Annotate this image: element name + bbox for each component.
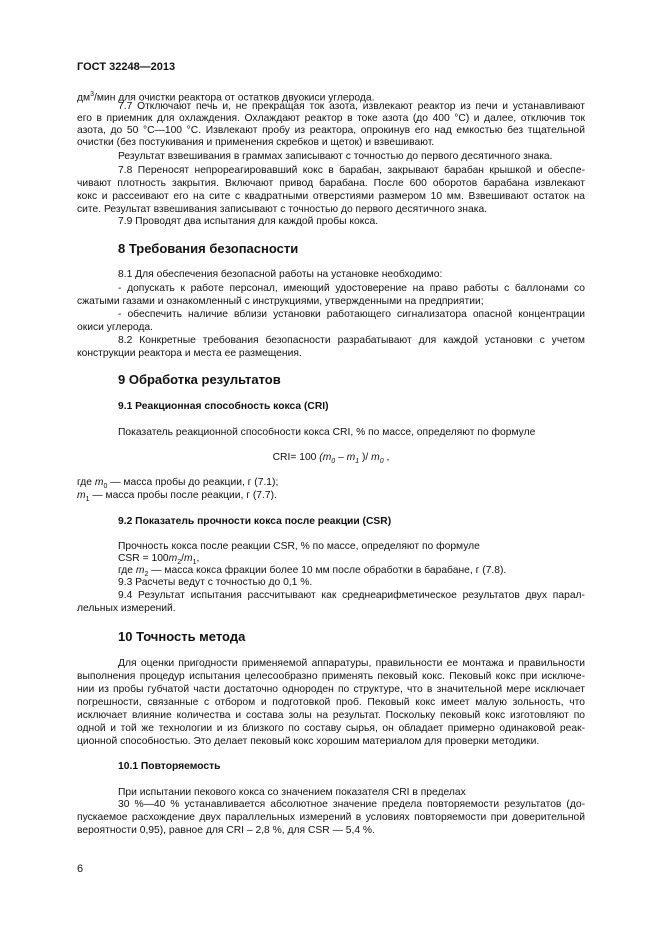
formula-where-line: $m_1$ — масса пробы после реакции, г (7.7). — [77, 490, 277, 504]
paragraph-line: 7.7 Отключают печь и, не прекращая ток азота, извлекают реактор из печи и устанавливают — [118, 101, 585, 112]
formula-where-line: где $m_0$ — масса пробы до реакции, г (7.1); — [77, 477, 279, 491]
paragraph-line: исключает влияние количества и состава золы на результат. Поскольку пековый кокс изготовляют по — [77, 710, 585, 721]
paragraph-line: окиси углерода. — [77, 322, 153, 333]
paragraph-line: вероятности 0,95), равное для CRI – 2,8 %, для CSR — 5,4 %. — [77, 825, 375, 836]
paragraph-line: сжатыми газами и ознакомленный с инструкциями, утвержденными на предприятии; — [77, 296, 484, 307]
paragraph-line: - обеспечить наличие вблизи установки работающего сигнализатора опасной концентрации — [118, 309, 585, 320]
paragraph-line: Для оценки пригодности применяемой аппаратуры, правильности ее монтажа и правильности — [118, 658, 585, 669]
paragraph-line: очистки (без постукивания и применения скребков и щеток) и взвешивают. — [77, 137, 435, 148]
formula-cri: CRI= 100 ($m_0 - m_1$ )/ $m_0$ , — [272, 452, 390, 466]
paragraph-line: 8.2 Конкретные требования безопасности разрабатывают для каждой установки с учетом — [118, 335, 585, 346]
paragraph-line: $дм^3$/мин для очистки реактора от остатков двуокиси углерода. — [77, 91, 375, 104]
paragraph-line: 7.8 Переносят непрореагировавший кокс в барабан, закрывают барабан крышкой и обеспе- — [118, 165, 585, 176]
paragraph-line: - допускать к работе персонал, имеющий удостоверение на право работы с баллонами со — [118, 283, 585, 294]
paragraph-line: выполнения процедур испытания целесообразно применять пековый кокс. Пековый кокс при исключе- — [77, 671, 585, 682]
paragraph-line: азота, до 50 °С—100 °С. Извлекают пробу из реактора, опрокинув его над емкостью без тщательной — [77, 125, 585, 136]
paragraph-line: ционной способностью. Это делает пековый кокс хорошим материалом для проверки методики. — [77, 736, 540, 747]
subsection-heading-10-1: 10.1 Повторяемость — [118, 761, 221, 772]
document-header: ГОСТ 32248—2013 — [77, 61, 176, 73]
paragraph-line: Показатель реакционной способности кокса CRI, % по массе, определяют по формуле — [118, 427, 536, 438]
paragraph-line: Результат взвешивания в граммах записывают с точностью до первого десятичного знака. — [118, 151, 553, 162]
paragraph-line: 7.9 Проводят два испытания для каждой пробы кокса. — [118, 216, 379, 227]
paragraph-line: лельных измерений. — [77, 603, 176, 614]
section-heading-9: 9 Обработка результатов — [118, 372, 281, 387]
paragraph-line: 8.1 Для обеспечения безопасной работы на установке необходимо: — [118, 269, 443, 280]
section-heading-10: 10 Точность метода — [118, 629, 246, 644]
paragraph-line: нии из пробы губчатой части достаточно однороден по структуре, что в значительной мере исключает — [77, 684, 585, 695]
paragraph-line: кокс и рассеивают его на сите с квадратными отверстиями размером 10 мм. Взвешивают остаток на — [77, 191, 585, 202]
section-heading-8: 8 Требования безопасности — [118, 241, 299, 256]
paragraph-line: пускаемое расхождение двух параллельных измерений в условиях повторяемости при доверительной — [77, 812, 585, 823]
paragraph-line: конструкции реактора и места ее размещения. — [77, 348, 302, 359]
paragraph-line: При испытании пекового кокса со значением показателя CRI в пределах — [118, 787, 466, 798]
paragraph-line: 9.4 Результат испытания рассчитывают как среднеарифметическое результатов двух парал- — [118, 590, 585, 601]
paragraph-line: одной и той же технологии и из близкого по составу сырья, он обладает примерно одинаковой реак- — [77, 723, 585, 734]
subsection-heading-9-2: 9.2 Показатель прочности кокса после реакции (CSR) — [118, 516, 392, 527]
paragraph-line: сите. Результат взвешивания записывают с точностью до первого десятичного знака. — [77, 204, 488, 215]
paragraph-line: Прочность кокса после реакции CSR, % по массе, определяют по формуле — [118, 541, 480, 552]
subsection-heading-9-1: 9.1 Реакционная способность кокса (CRI) — [118, 401, 329, 412]
paragraph-line: 30 %—40 % устанавливается абсолютное значение предела повторяемости результатов (до- — [118, 799, 585, 810]
paragraph-line: погрешности, связанные с отбором и подготовкой проб. Пековый кокс имеет малую зольность, что — [77, 697, 585, 708]
paragraph-line: чивают плотность закрытия. Включают привод барабана. После 600 оборотов барабана извлекают — [77, 178, 585, 189]
page-number: 6 — [77, 863, 84, 875]
formula-csr: CSR = $100m_2/m_1$, — [118, 553, 200, 567]
paragraph-line: его в приемник для охлаждения. Охлаждают реактор в токе азота (до 400 °С) и далее, отключив ток — [77, 113, 585, 124]
formula-where-line: где $m_2$ — масса кокса фракции более 10 мм после обработки в барабане, г (7.8). — [118, 565, 507, 579]
paragraph-line: 9.3 Расчеты ведут с точностью до 0,1 %. — [118, 577, 313, 588]
